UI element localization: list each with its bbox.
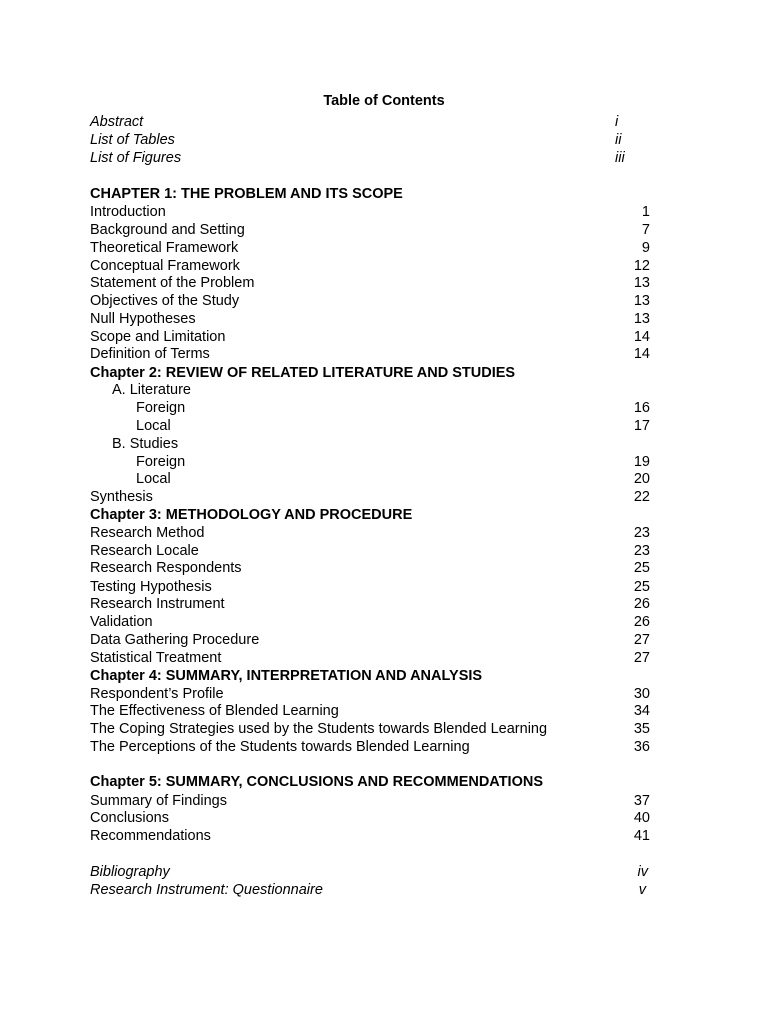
toc-entry-label: Theoretical Framework: [90, 240, 239, 256]
toc-entry-page: 41: [633, 828, 650, 844]
toc-entry: [90, 542, 650, 560]
toc-entry-label: Introduction: [90, 204, 166, 220]
toc-entry-page: 23: [633, 543, 650, 559]
toc-title: Table of Contents: [323, 93, 445, 109]
toc-subsection-a: [90, 381, 650, 399]
toc-entry-label: Null Hypotheses: [90, 311, 196, 327]
toc-entry-label: Definition of Terms: [90, 346, 210, 362]
toc-entry-page: 26: [633, 596, 650, 612]
toc-entry-bibliography: [90, 863, 650, 881]
toc-entry-page: ii: [615, 132, 622, 148]
toc-entry-label: Conclusions: [90, 810, 169, 826]
toc-entry: [90, 203, 650, 221]
toc-entry-label: Research Respondents: [90, 560, 242, 576]
toc-entry-label: Bibliography: [90, 864, 170, 880]
toc-entry: [90, 257, 650, 275]
toc-entry-list-of-figures: [90, 149, 650, 167]
toc-entry: [90, 613, 650, 631]
toc-entry-label: Abstract: [90, 114, 144, 130]
toc-entry: [90, 328, 650, 346]
toc-entry-label: Research Locale: [90, 543, 199, 559]
toc-entry-label: Respondent’s Profile: [90, 686, 224, 702]
toc-entry-label: Summary of Findings: [90, 793, 227, 809]
toc-entry: [90, 470, 650, 488]
toc-entry: [90, 578, 650, 596]
toc-entry-page: 25: [633, 560, 650, 576]
toc-entry-label: Data Gathering Procedure: [90, 632, 260, 648]
toc-entry-page: 26: [633, 614, 650, 630]
toc-entry: [90, 738, 650, 756]
toc-entry-page: 30: [633, 686, 650, 702]
toc-entry-page: 13: [633, 275, 650, 291]
toc-entry-page: 13: [633, 293, 650, 309]
toc-entry-label: Recommendations: [90, 828, 211, 844]
toc-entry-questionnaire: [90, 881, 650, 899]
toc-entry-page: 9: [641, 240, 650, 256]
chapter-2-heading: [90, 364, 650, 382]
chapter-heading-text: CHAPTER 1: THE PROBLEM AND ITS SCOPE: [90, 186, 403, 202]
toc-entry-page: 23: [633, 525, 650, 541]
toc-entry-page: 12: [633, 258, 650, 274]
chapter-3-heading: [90, 506, 650, 524]
toc-entry-list-of-tables: [90, 131, 650, 149]
chapter-1-heading: [90, 185, 650, 203]
toc-entry-page: i: [615, 114, 619, 130]
toc-entry: [90, 720, 650, 738]
toc-entry-page: 27: [633, 650, 650, 666]
toc-entry: [90, 559, 650, 577]
toc-entry-page: 22: [633, 489, 650, 505]
toc-entry: [90, 685, 650, 703]
toc-entry-label: Research Instrument: Questionnaire: [90, 882, 323, 898]
toc-entry-label: The Perceptions of the Students towards Blended Learning: [90, 739, 470, 755]
toc-subsection-label: A. Literature: [112, 382, 191, 398]
toc-entry-label: The Effectiveness of Blended Learning: [90, 703, 339, 719]
toc-entry: [90, 792, 650, 810]
toc-entry: [90, 453, 650, 471]
toc-entry: [90, 649, 650, 667]
toc-entry-page: 34: [633, 703, 650, 719]
toc-entry-page: 27: [633, 632, 650, 648]
toc-subsection-b: [90, 435, 650, 453]
toc-entry-page: 35: [633, 721, 650, 737]
toc-entry-label: Scope and Limitation: [90, 329, 226, 345]
toc-entry-page: 16: [633, 400, 650, 416]
toc-entry-page: v: [638, 882, 646, 898]
toc-entry-abstract: [90, 113, 650, 131]
chapter-heading-text: Chapter 5: SUMMARY, CONCLUSIONS AND RECOMMENDATIONS: [90, 774, 544, 790]
toc-entry-label: The Coping Strategies used by the Students towards Blended Learning: [90, 721, 548, 737]
toc-entry: [90, 239, 650, 257]
toc-entry-label: Validation: [90, 614, 153, 630]
toc-entry-label: Foreign: [136, 454, 186, 470]
toc-entry: [90, 524, 650, 542]
toc-entry-page: 40: [633, 810, 650, 826]
chapter-heading-text: Chapter 4: SUMMARY, INTERPRETATION AND ANALYSIS: [90, 668, 483, 684]
toc-entry-label: Testing Hypothesis: [90, 579, 212, 595]
toc-entry-page: 19: [633, 454, 650, 470]
toc-entry: [90, 827, 650, 845]
toc-entry-page: 14: [633, 346, 650, 362]
toc-entry-label: List of Figures: [90, 150, 182, 166]
toc-subsection-label: B. Studies: [112, 436, 179, 452]
toc-entry-synthesis: [90, 488, 650, 506]
toc-entry-page: 1: [641, 204, 650, 220]
chapter-heading-text: Chapter 2: REVIEW OF RELATED LITERATURE AND STUDIES: [90, 365, 516, 381]
toc-entry-label: Background and Setting: [90, 222, 245, 238]
toc-entry-label: Objectives of the Study: [90, 293, 240, 309]
toc-entry: [90, 221, 650, 239]
toc-entry: [90, 310, 650, 328]
toc-entry-page: iv: [637, 864, 648, 880]
chapter-4-heading: [90, 667, 650, 685]
toc-entry-label: Local: [136, 418, 171, 434]
toc-entry-page: 20: [633, 471, 650, 487]
toc-entry-label: Research Method: [90, 525, 205, 541]
toc-entry-page: 17: [633, 418, 650, 434]
toc-entry-page: 14: [633, 329, 650, 345]
toc-entry-label: Synthesis: [90, 489, 153, 505]
toc-entry-page: 37: [633, 793, 650, 809]
toc-entry-page: 7: [641, 222, 650, 238]
toc-entry: [90, 631, 650, 649]
toc-entry-label: List of Tables: [90, 132, 175, 148]
toc-entry-label: Statement of the Problem: [90, 275, 255, 291]
toc-entry-label: Local: [136, 471, 171, 487]
toc-entry-page: 13: [633, 311, 650, 327]
toc-entry: [90, 399, 650, 417]
toc-entry-label: Foreign: [136, 400, 186, 416]
chapter-5-heading: [90, 773, 650, 791]
toc-entry: [90, 417, 650, 435]
toc-entry-label: Research Instrument: [90, 596, 225, 612]
toc-entry-page: 36: [633, 739, 650, 755]
toc-entry-label: Statistical Treatment: [90, 650, 222, 666]
toc-entry-label: Conceptual Framework: [90, 258, 240, 274]
toc-entry: [90, 595, 650, 613]
chapter-heading-text: Chapter 3: METHODOLOGY AND PROCEDURE: [90, 507, 413, 523]
toc-entry-page: 25: [633, 579, 650, 595]
toc-entry: [90, 292, 650, 310]
toc-entry: [90, 809, 650, 827]
toc-entry: [90, 274, 650, 292]
toc-entry: [90, 345, 650, 363]
toc-entry-page: iii: [615, 150, 625, 166]
toc-entry: [90, 702, 650, 720]
